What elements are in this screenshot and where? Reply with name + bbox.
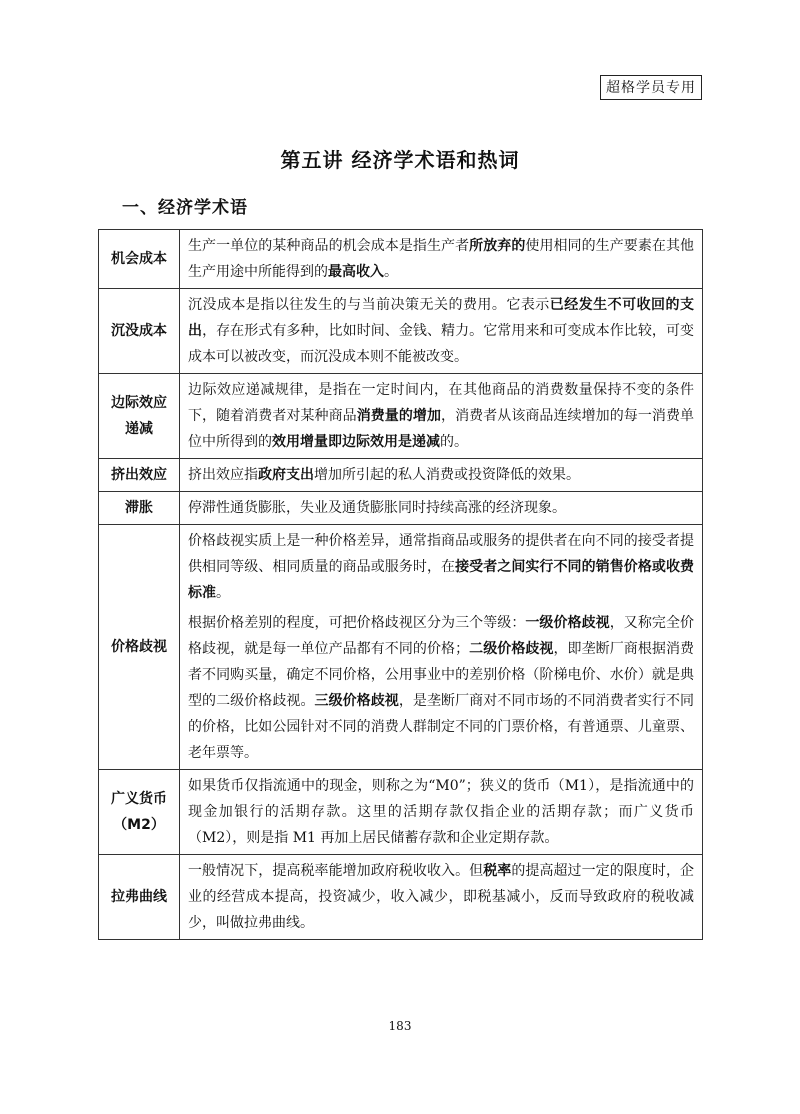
definition-text: 如果货币仅指流通中的现金，则称之为“M0”；狭义的货币（M1），是指流通中的现金加银行的活期存款。这里的活期存款仅指企业的活期存款；而广义货币（M2），则是指 M1 再加上居民储蓄存款和企业定期存款。 (188, 778, 694, 846)
term-name: 机会成本 (99, 230, 180, 289)
definition-text: 价格歧视实质上是一种价格差异，通常指商品或服务的提供者在向不同的接受者提供相同等级、相同质量的商品或服务时，在 (188, 533, 694, 575)
term-definition (180, 374, 703, 459)
definition-text: ，即垄断厂商根据消费者不同购买量，确定不同价格，公用事业中的差别价格（阶梯电价、水价）就是典型的二级价格歧视。 (188, 641, 695, 709)
student-only-badge: 超格学员专用 (600, 75, 702, 100)
definition-text: 沉没成本是指以往发生的与当前决策无关的费用。它表示 (188, 297, 550, 313)
term-definition (180, 492, 703, 525)
table-row (99, 230, 703, 289)
emphasis-text: 三级价格歧视 (314, 693, 399, 709)
term-name: 边际效应 递减 (99, 374, 180, 459)
term-definition (180, 289, 703, 374)
table-row (99, 289, 703, 374)
definition-text: 的。 (440, 434, 468, 450)
term-name: 沉没成本 (99, 289, 180, 374)
term-name: 价格歧视 (99, 525, 180, 770)
table-row (99, 855, 703, 940)
definition-text: 增加所引起的私人消费或投资降低的效果。 (314, 467, 580, 483)
definition-paragraph (188, 858, 694, 936)
page-number: 183 (388, 1019, 412, 1033)
emphasis-text: 一级价格歧视 (525, 615, 610, 631)
definition-text: 生产一单位的某种商品的机会成本是指生产者 (188, 238, 470, 254)
terms-table (98, 229, 703, 940)
term-definition (180, 855, 703, 940)
emphasis-text: 已经发生不可收回的支出 (188, 297, 695, 339)
term-definition (180, 459, 703, 492)
definition-paragraph (188, 292, 694, 370)
definition-text: 挤出效应指 (188, 467, 258, 483)
definition-text: 边际效应递减规律，是指在一定时间内，在其他商品的消费数量保持不变的条件下，随着消费者对某种商品 (188, 382, 694, 424)
term-definition (180, 230, 703, 289)
table-row (99, 459, 703, 492)
emphasis-text: 税率 (483, 863, 512, 879)
term-name: 滞胀 (99, 492, 180, 525)
emphasis-text: 效用增量即边际效用是递减 (272, 434, 440, 450)
definition-text: ，消费者从该商品连续增加的每一消费单位中所得到的 (188, 408, 695, 450)
definition-text: ，存在形式有多种，比如时间、金钱、精力。它常用来和可变成本作比较，可变成本可以被改变，而沉没成本则不能被改变。 (188, 323, 695, 365)
definition-paragraph (188, 528, 694, 606)
definition-paragraph (188, 377, 694, 455)
table-row (99, 525, 703, 770)
page-title: 第五讲 经济学术语和热词 (280, 148, 520, 172)
section-heading: 一、经济学术语 (122, 198, 248, 218)
table-row (99, 374, 703, 459)
emphasis-text: 二级价格歧视 (469, 641, 554, 657)
definition-text: 根据价格差别的程度，可把价格歧视区分为三个等级： (188, 615, 526, 631)
table-row (99, 492, 703, 525)
emphasis-text: 最高收入 (328, 264, 384, 280)
emphasis-text: 所放弃的 (469, 238, 526, 254)
definition-text: 的提高超过一定的限度时，企业的经营成本提高，投资减少，收入减少，即税基减小，反而导致政府的税收减少，叫做拉弗曲线。 (188, 863, 695, 931)
emphasis-text: 接受者之间实行不同的销售价格或收费标准 (188, 559, 695, 601)
definition-text: 使用相同的生产要素在其他生产用途中所能得到的 (188, 238, 695, 280)
emphasis-text: 政府支出 (258, 467, 314, 483)
definition-paragraph (188, 495, 694, 521)
definition-text: ，是垄断厂商对不同市场的不同消费者实行不同的价格，比如公园针对不同的消费人群制定不同的门票价格，有普通票、儿童票、老年票等。 (188, 693, 695, 761)
table-row (99, 770, 703, 855)
definition-paragraph (188, 233, 694, 285)
definition-text: 。 (384, 264, 398, 280)
definition-text: 停滞性通货膨胀，失业及通货膨胀同时持续高涨的经济现象。 (188, 500, 566, 516)
definition-paragraph (188, 773, 694, 851)
definition-text: ，又称完全价格歧视，就是每一单位产品都有不同的价格； (188, 615, 695, 657)
term-definition (180, 770, 703, 855)
definition-paragraph (188, 610, 694, 766)
term-name: 广义货币 （M2） (99, 770, 180, 855)
definition-text: 。 (216, 585, 230, 601)
term-name: 拉弗曲线 (99, 855, 180, 940)
emphasis-text: 消费量的增加 (356, 408, 442, 424)
definition-paragraph (188, 462, 694, 488)
term-name: 挤出效应 (99, 459, 180, 492)
term-definition (180, 525, 703, 770)
definition-text: 一般情况下，提高税率能增加政府税收收入。但 (188, 863, 484, 879)
